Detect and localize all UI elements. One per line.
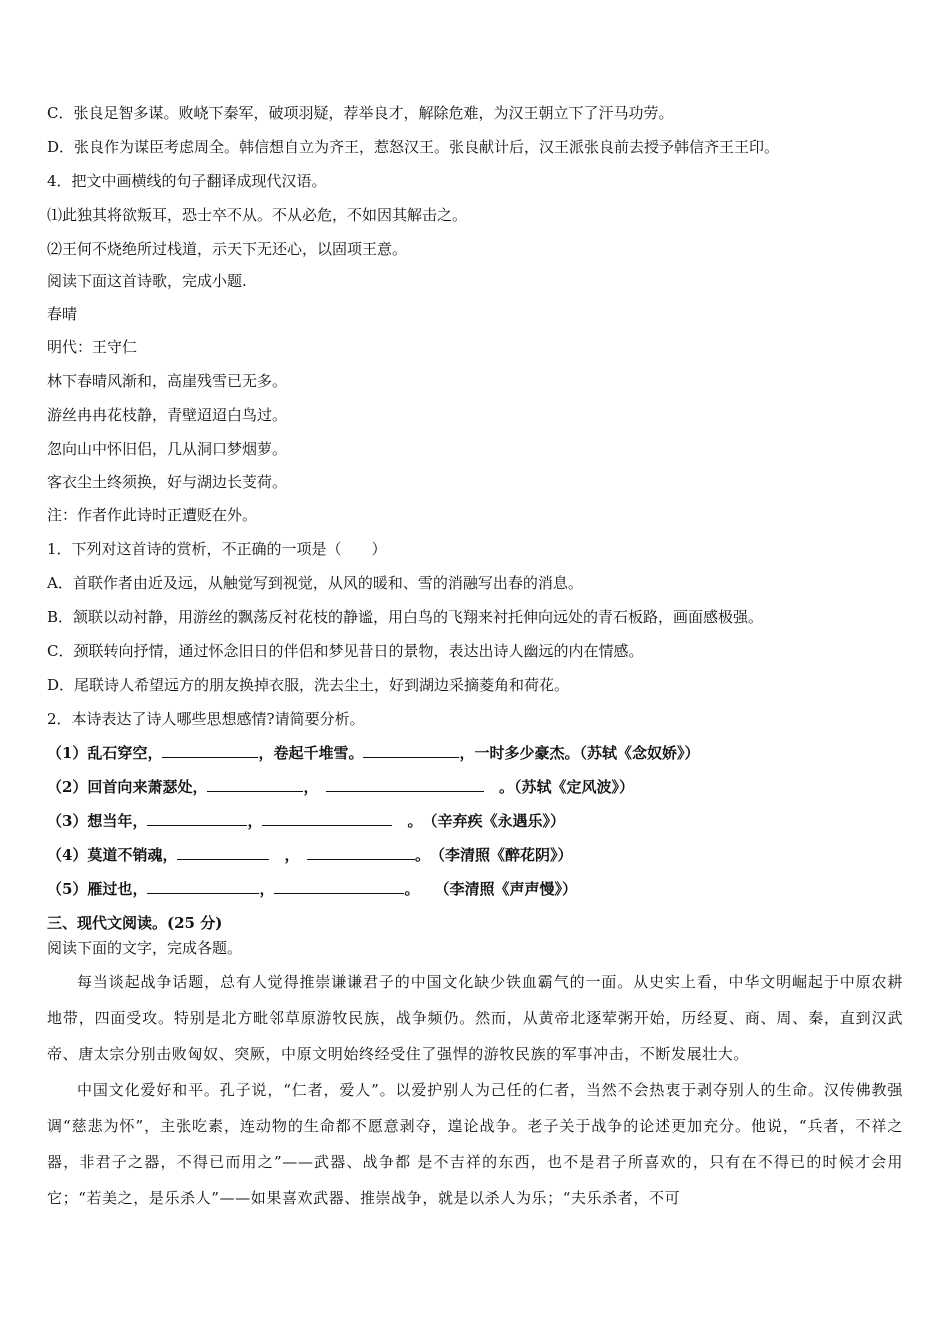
fill-5-text-a: （5）雁过也， — [47, 880, 148, 898]
fill-line-2 — [47, 777, 634, 797]
poem-line-4: 客衣尘土终须换，好与湖边长芰荷。 — [47, 473, 288, 491]
question-4-2: ⑵王何不烧绝所过栈道，示天下无还心，以固项王意。 — [47, 240, 408, 258]
fill-3-blank-1[interactable] — [147, 811, 247, 826]
fill-2-text-b: ， — [303, 778, 311, 796]
poem-line-2: 游丝冉冉花枝静，青壁迢迢白鸟过。 — [47, 406, 288, 424]
fill-1-blank-2[interactable] — [363, 743, 459, 758]
fill-line-4 — [47, 845, 573, 865]
fill-1-text-a: （1）乱石穿空， — [47, 744, 163, 762]
fill-4-blank-1[interactable] — [177, 845, 269, 860]
section-3-instruction: 阅读下面的文字，完成各题。 — [47, 939, 243, 957]
poem-intro: 阅读下面这首诗歌，完成小题. — [47, 272, 247, 290]
fill-3-text-b: ， — [247, 812, 263, 830]
article-paragraph-1: 每当谈起战争话题，总有人觉得推崇谦谦君子的中国文化缺少铁血霸气的一面。从史实上看，中华文明崛起于中原农耕地带，四面受攻。特别是北方毗邻草原游牧民族，战争频仍。然而，从黄帝北逐荤粥开始，历经夏、商、周、秦，直到汉武帝、唐太宗分别击败匈奴、突厥，中原文明始终经受住了强悍的游牧民族的军事冲击，不断发展壮大。 — [47, 973, 903, 1063]
poem-title: 春晴 — [47, 305, 78, 323]
poem-note: 注：作者作此诗时正遭贬在外。 — [47, 506, 258, 524]
fill-5-blank-2[interactable] — [274, 879, 404, 894]
article-paragraph-2: 中国文化爱好和平。孔子说，“仁者，爱人”。以爱护别人为己任的仁者，当然不会热衷于剥夺别人的生命。汉传佛教强调“慈悲为怀”，主张吃素，连动物的生命都不愿意剥夺，遑论战争。老子关于战争的论述更加充分。他说，“兵者，不祥之器，非君子之器，不得已而用之”——武器、战争都 是不吉祥的东西，也不是君子所喜欢的，只有在不得已的时候才会用它；“若美之，是乐杀人”——如果喜欢武器、推崇战争，就是以杀人为乐；“夫乐杀者，不可 — [47, 1081, 903, 1207]
poem-option-b: B．颔联以动衬静，用游丝的飘荡反衬花枝的静谧，用白鸟的飞翔来衬托伸向远处的青石板路，画面感极强。 — [47, 608, 764, 626]
fill-1-text-c: ，一时多少豪杰。（苏轼《念奴娇》） — [459, 744, 700, 762]
fill-4-text-b: ， — [284, 846, 292, 864]
poem-author: 明代：王守仁 — [47, 338, 138, 356]
fill-3-blank-2[interactable] — [262, 811, 392, 826]
poem-line-1: 林下春晴风渐和，高崖残雪已无多。 — [47, 372, 288, 390]
section-3-heading: 三、现代文阅读。(25 分) — [47, 914, 223, 932]
fill-4-text-a: （4）莫道不销魂， — [47, 846, 178, 864]
fill-5-blank-1[interactable] — [147, 879, 259, 894]
fill-line-1 — [47, 743, 699, 763]
poem-question-2: 2．本诗表达了诗人哪些思想感情?请简要分析。 — [47, 710, 365, 728]
option-d-prev: D．张良作为谋臣考虑周全。韩信想自立为齐王，惹怒汉王。张良献计后，汉王派张良前去授予韩信齐王王印。 — [47, 138, 780, 156]
fill-3-text-c: 。 （辛弃疾《永遇乐》） — [407, 812, 565, 830]
poem-option-a: A．首联作者由近及远，从触觉写到视觉，从风的暖和、雪的消融写出春的消息。 — [47, 574, 583, 592]
fill-2-text-a: （2）回首向来萧瑟处， — [47, 778, 208, 796]
fill-5-text-b: ， — [259, 880, 275, 898]
poem-line-3: 忽向山中怀旧侣，几从洞口梦烟萝。 — [47, 440, 288, 458]
poem-option-c: C．颈联转向抒情，通过怀念旧日的伴侣和梦见昔日的景物，表达出诗人幽远的内在情感。 — [47, 642, 644, 660]
fill-1-blank-1[interactable] — [162, 743, 258, 758]
question-4: 4．把文中画横线的句子翻译成现代汉语。 — [47, 172, 327, 190]
poem-question-1: 1．下列对这首诗的赏析，不正确的一项是（ ） — [47, 540, 387, 558]
question-4-1: ⑴此独其将欲叛耳，恐士卒不从。不从必危，不如因其解击之。 — [47, 206, 468, 224]
option-c-prev: C．张良足智多谋。败峣下秦军，破项羽疑，荐举良才，解除危难，为汉王朝立下了汗马功劳。 — [47, 104, 674, 122]
poem-option-d: D．尾联诗人希望远方的朋友换掉衣服，洗去尘土，好到湖边采摘菱角和荷花。 — [47, 676, 570, 694]
fill-2-blank-1[interactable] — [207, 777, 303, 792]
fill-1-text-b: ，卷起千堆雪。 — [258, 744, 364, 762]
fill-line-5 — [47, 879, 577, 899]
fill-4-blank-2[interactable] — [307, 845, 415, 860]
fill-2-blank-2[interactable] — [326, 777, 484, 792]
fill-3-text-a: （3）想当年， — [47, 812, 148, 830]
fill-5-text-c: 。 （李清照《声声慢》） — [404, 880, 577, 898]
fill-line-3 — [47, 811, 565, 831]
fill-4-text-c: 。 （李清照《醉花阴》） — [415, 846, 573, 864]
fill-2-text-c: 。（苏轼《定风波》） — [499, 778, 635, 796]
